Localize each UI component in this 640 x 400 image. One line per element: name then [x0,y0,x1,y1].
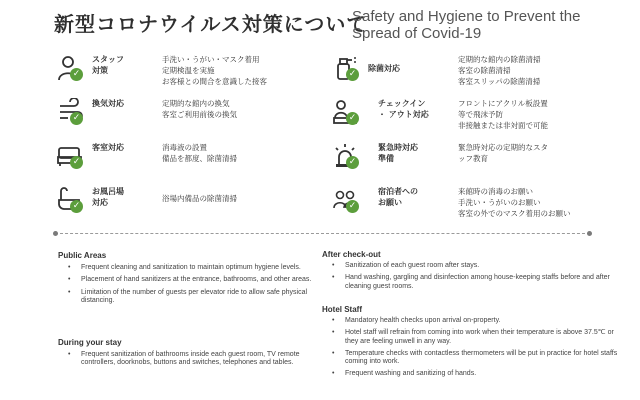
section-title-hotel-staff: Hotel Staff [322,305,362,314]
measure-label: 換気対応 [92,99,124,108]
list-item: • Frequent washing and sanitizing of hands. [345,370,620,378]
check-icon: ✓ [346,68,359,81]
check-icon: ✓ [346,112,359,125]
page-title-en: Safety and Hygiene to Prevent the Spread of Covid-19 [352,8,581,42]
after-checkout-list [330,262,620,295]
check-icon: ✓ [70,200,83,213]
measure-label: 宿泊者への お願い [378,187,418,207]
measure-label: お風呂場 対応 [92,187,124,207]
list-item: • Frequent sanitization of bathrooms inside each guest room, TV remote controllers, doorknobs, buttons and switches, telephones and tables. [81,351,324,368]
list-item: • Placement of hand sanitizers at the entrance, bathrooms, and other areas. [81,276,324,284]
list-item: • Mandatory health checks upon arrival on-property. [345,317,620,325]
section-title-during-stay: During your stay [58,338,122,347]
section-title-public-areas: Public Areas [58,251,107,260]
list-item: • Sanitization of each guest room after stays. [345,262,620,270]
measure-label: 除菌対応 [368,64,400,73]
list-item: • Limitation of the number of guests per elevator ride to allow safe physical distancing. [81,289,324,306]
list-item: • Frequent cleaning and sanitization to maintain optimum hygiene levels. [81,264,324,272]
during-stay-list [66,351,324,372]
divider-dot [53,231,58,236]
measure-desc: フロントにアクリル板設置 等で飛沫予防 非接触または非対面で可能 [458,99,548,130]
measure-desc: 緊急時対応の定期的なスタ ッフ教育 [458,143,548,163]
public-areas-list [66,264,324,309]
measure-desc: 来館時の消毒のお願い 手洗い・うがいのお願い 客室の外でのマスク着用のお願い [458,187,571,218]
measure-desc: 手洗い・うがい・マスク着用 定期検温を実施 お客様との間合を意識した接客 [162,55,267,86]
list-item: • Hotel staff will refrain from coming into work when their temperature is above 37.5℃ or they are feeling unwell in any way. [345,329,620,346]
measure-label: 客室対応 [92,143,124,152]
check-icon: ✓ [70,112,83,125]
measure-desc: 定期的な館内の換気 客室ご利用前後の換気 [162,99,237,119]
measure-label: チェックイン ・ アウト対応 [378,99,429,119]
check-icon: ✓ [346,156,359,169]
list-item: • Temperature checks with contactless thermometers will be put in practice for hotel staffs coming into work. [345,350,620,367]
dashed-divider [55,233,590,234]
list-item: • Hand washing, gargling and disinfection among house-keeping staffs before and after cleaning guest rooms. [345,274,620,291]
divider-dot [587,231,592,236]
measure-label: スタッフ 対策 [92,55,124,75]
check-icon: ✓ [346,200,359,213]
measure-desc: 定期的な館内の除菌清掃 客室の除菌清掃 客室スリッパの除菌清掃 [458,55,541,86]
measure-label: 緊急時対応 準備 [378,143,418,163]
page-title-jp: 新型コロナウイルス対策について [54,12,368,36]
check-icon: ✓ [70,68,83,81]
check-icon: ✓ [70,156,83,169]
measure-desc: 消毒液の設置 備品を都度、除菌清掃 [162,143,237,163]
section-title-after-checkout: After check-out [322,250,381,259]
hotel-staff-list [330,317,620,383]
measure-desc: 浴場内備品の除菌清掃 [162,194,237,203]
